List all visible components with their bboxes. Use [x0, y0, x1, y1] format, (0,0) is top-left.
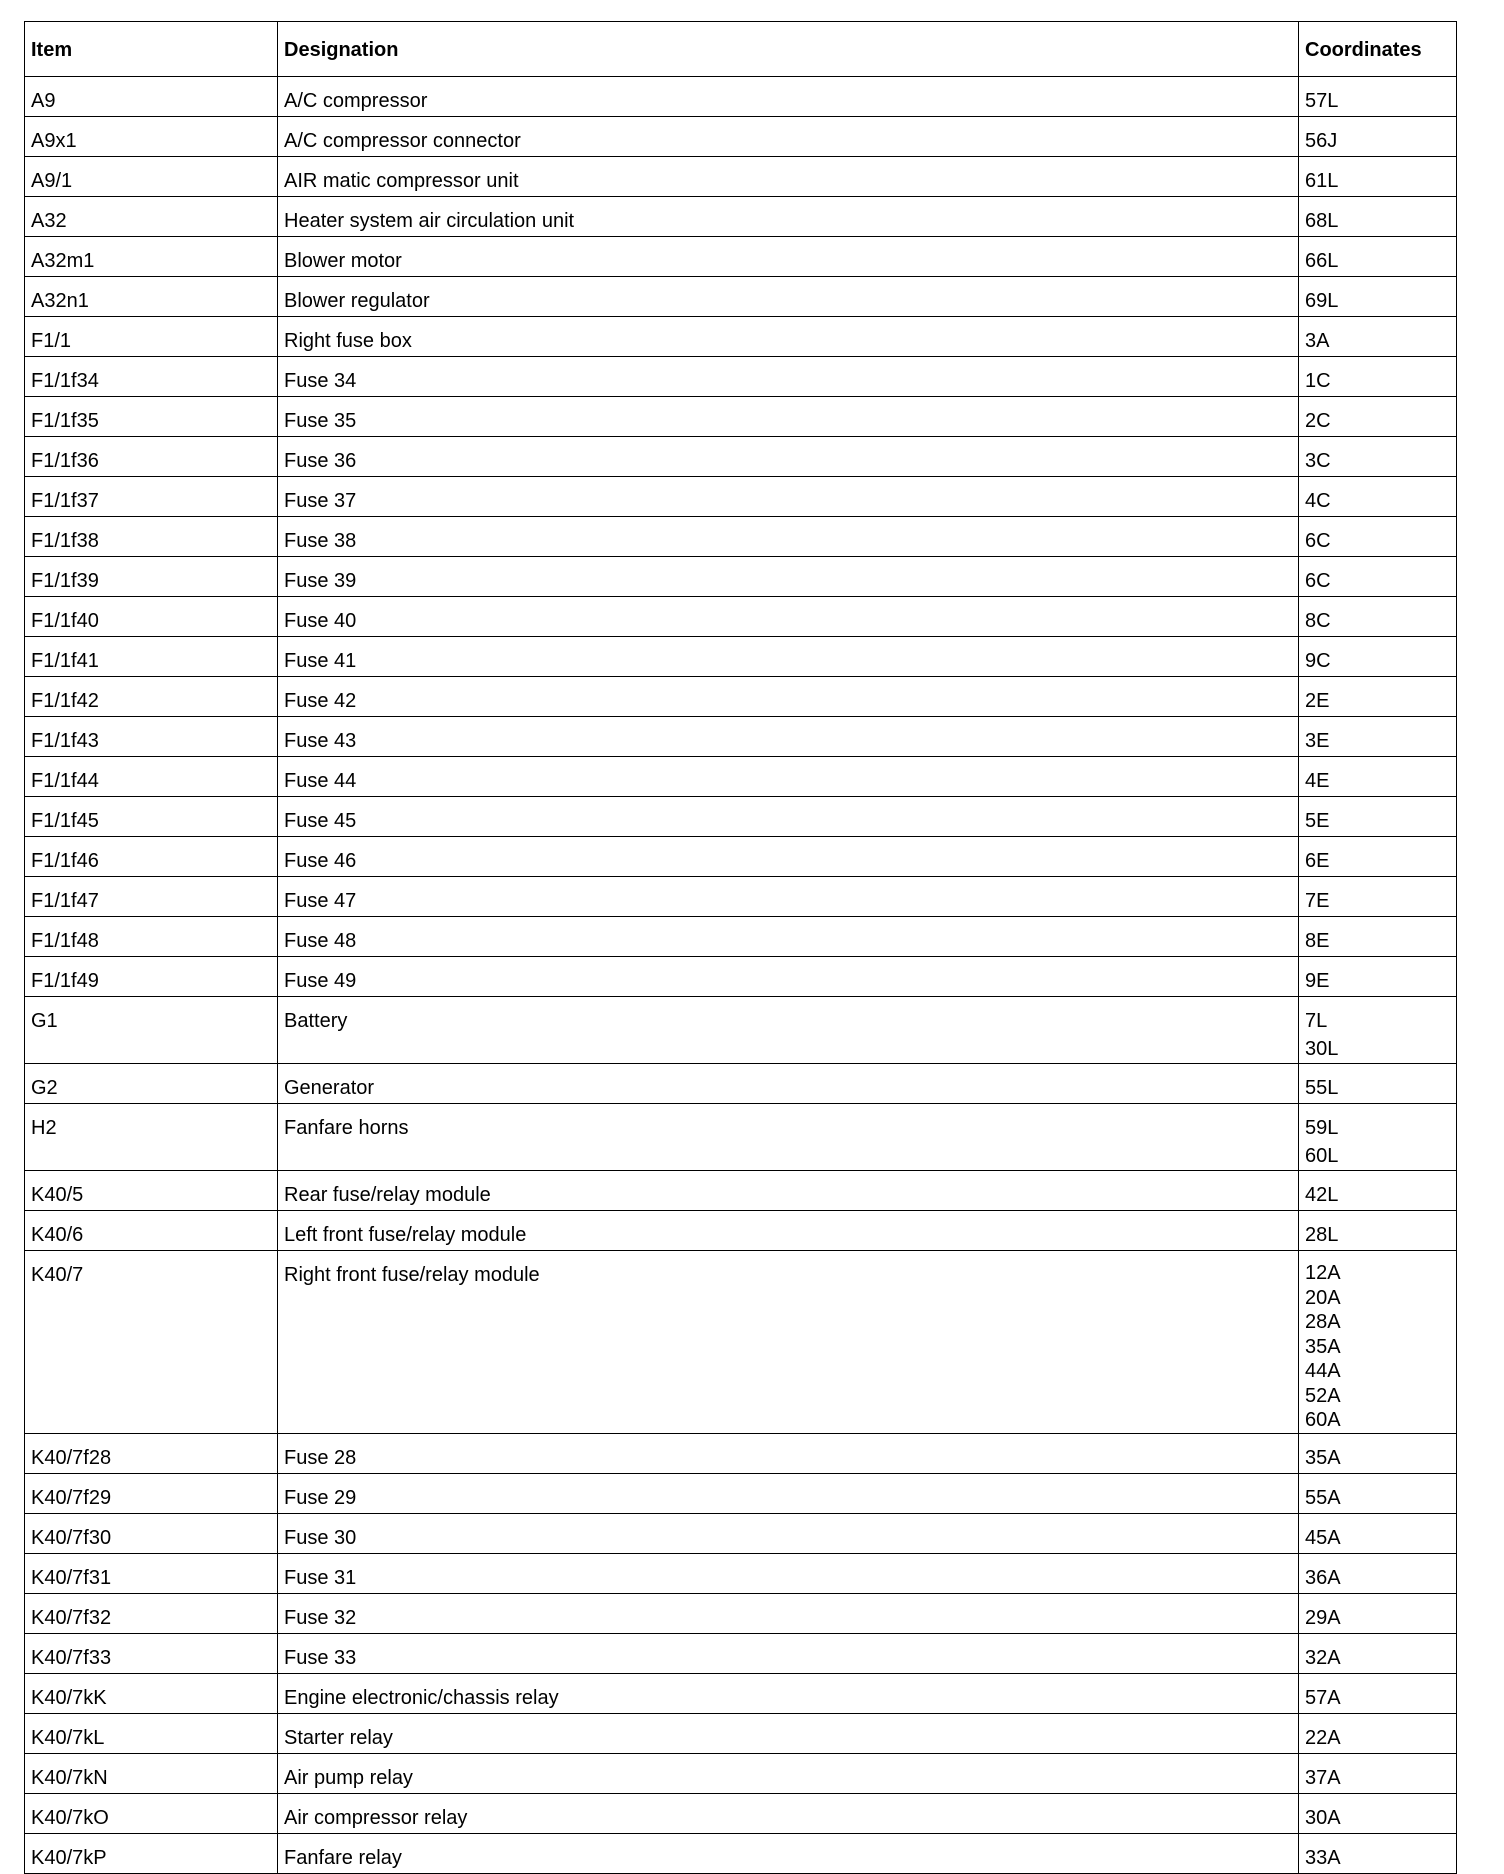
coordinate-value: 59L: [1305, 1117, 1339, 1139]
coordinate-value: 3C: [1305, 450, 1331, 472]
table-row: [25, 597, 1457, 637]
cell-item: F1/1f48: [25, 917, 278, 957]
cell-designation: Fuse 43: [278, 717, 1299, 757]
table-row: [25, 1171, 1457, 1211]
cell-coordinates: [1299, 1713, 1457, 1753]
cell-coordinates: [1299, 1171, 1457, 1211]
table-body: [25, 77, 1457, 1874]
table-row: [25, 1673, 1457, 1713]
cell-coordinates: [1299, 397, 1457, 437]
cell-coordinates: [1299, 1593, 1457, 1633]
cell-coordinates: [1299, 1673, 1457, 1713]
coordinate-value: 9C: [1305, 650, 1331, 672]
coordinate-value: 6C: [1305, 570, 1331, 592]
cell-coordinates: [1299, 757, 1457, 797]
cell-coordinates: [1299, 317, 1457, 357]
cell-designation: Fuse 31: [278, 1553, 1299, 1593]
cell-item: A32m1: [25, 237, 278, 277]
cell-item: F1/1f42: [25, 677, 278, 717]
table-row: [25, 557, 1457, 597]
cell-coordinates: [1299, 677, 1457, 717]
cell-item: F1/1f47: [25, 877, 278, 917]
cell-coordinates: [1299, 797, 1457, 837]
table-row: [25, 1833, 1457, 1873]
coordinate-value: 57A: [1305, 1686, 1341, 1709]
cell-designation: Fuse 28: [278, 1433, 1299, 1473]
table-row: [25, 77, 1457, 117]
cell-item: K40/5: [25, 1171, 278, 1211]
table-row: [25, 1793, 1457, 1833]
cell-designation: Fuse 29: [278, 1473, 1299, 1513]
cell-designation: Rear fuse/relay module: [278, 1171, 1299, 1211]
coordinate-value: 56J: [1305, 130, 1338, 152]
cell-designation: Fuse 46: [278, 837, 1299, 877]
cell-designation: Fuse 49: [278, 957, 1299, 997]
coordinate-value: 7L: [1305, 1010, 1328, 1032]
coordinate-value: 61L: [1305, 170, 1339, 192]
coordinate-value: 69L: [1305, 290, 1339, 312]
coordinate-value: 4C: [1305, 490, 1331, 512]
coordinate-value: 8C: [1305, 610, 1331, 632]
cell-designation: Fuse 44: [278, 757, 1299, 797]
coordinate-value: 22A: [1305, 1726, 1341, 1749]
cell-designation: Battery: [278, 997, 1299, 1064]
cell-coordinates: [1299, 117, 1457, 157]
cell-coordinates: [1299, 1473, 1457, 1513]
cell-coordinates: [1299, 1793, 1457, 1833]
coordinate-value: 42L: [1305, 1184, 1339, 1206]
cell-designation: A/C compressor connector: [278, 117, 1299, 157]
coordinate-value: 30L: [1305, 1038, 1339, 1060]
cell-coordinates: [1299, 277, 1457, 317]
cell-coordinates: [1299, 1553, 1457, 1593]
cell-item: K40/7: [25, 1251, 278, 1434]
cell-designation: Fuse 36: [278, 437, 1299, 477]
coordinate-value: 35A: [1305, 1446, 1341, 1469]
coordinate-value: 35A: [1305, 1335, 1341, 1358]
coordinate-value: 8E: [1305, 930, 1330, 952]
cell-item: K40/7f29: [25, 1473, 278, 1513]
cell-item: K40/7kK: [25, 1673, 278, 1713]
cell-designation: Fanfare relay: [278, 1833, 1299, 1873]
table-row: [25, 997, 1457, 1064]
cell-item: K40/7kL: [25, 1713, 278, 1753]
cell-designation: Fuse 39: [278, 557, 1299, 597]
cell-designation: Fuse 41: [278, 637, 1299, 677]
header-coordinates: Coordinates: [1299, 22, 1457, 77]
coordinate-value: 28L: [1305, 1224, 1339, 1246]
coordinate-value: 60A: [1305, 1409, 1341, 1431]
cell-designation: Fuse 38: [278, 517, 1299, 557]
coordinate-value: 7E: [1305, 890, 1330, 912]
cell-item: F1/1f36: [25, 437, 278, 477]
cell-item: A32n1: [25, 277, 278, 317]
coordinate-value: 4E: [1305, 770, 1330, 792]
table-row: [25, 517, 1457, 557]
coordinate-value: 60L: [1305, 1145, 1339, 1167]
cell-coordinates: [1299, 237, 1457, 277]
table-row: [25, 1433, 1457, 1473]
cell-coordinates: [1299, 1211, 1457, 1251]
cell-item: A9: [25, 77, 278, 117]
cell-item: F1/1f35: [25, 397, 278, 437]
coordinate-value: 52A: [1305, 1384, 1341, 1407]
cell-coordinates: [1299, 957, 1457, 997]
cell-designation: Air compressor relay: [278, 1793, 1299, 1833]
cell-coordinates: [1299, 997, 1457, 1064]
cell-designation: Fuse 37: [278, 477, 1299, 517]
cell-item: K40/7f31: [25, 1553, 278, 1593]
cell-coordinates: [1299, 477, 1457, 517]
table-row: [25, 837, 1457, 877]
cell-item: K40/7kO: [25, 1793, 278, 1833]
coordinate-value: 30A: [1305, 1806, 1341, 1829]
table-row: [25, 117, 1457, 157]
cell-designation: Fanfare horns: [278, 1104, 1299, 1171]
coordinate-value: 5E: [1305, 810, 1330, 832]
cell-coordinates: [1299, 917, 1457, 957]
cell-designation: Starter relay: [278, 1713, 1299, 1753]
coordinate-value: 12A: [1305, 1262, 1341, 1284]
table-row: [25, 637, 1457, 677]
cell-item: G2: [25, 1064, 278, 1104]
cell-item: F1/1: [25, 317, 278, 357]
table-row: [25, 437, 1457, 477]
coordinate-value: 1C: [1305, 370, 1331, 392]
cell-designation: Fuse 35: [278, 397, 1299, 437]
coordinate-value: 28A: [1305, 1311, 1341, 1333]
coordinate-value: 32A: [1305, 1646, 1341, 1669]
cell-item: F1/1f49: [25, 957, 278, 997]
cell-coordinates: [1299, 197, 1457, 237]
coordinate-value: 6E: [1305, 850, 1330, 872]
table-row: [25, 197, 1457, 237]
table-row: [25, 1753, 1457, 1793]
table-row: [25, 157, 1457, 197]
cell-designation: AIR matic compressor unit: [278, 157, 1299, 197]
coordinate-value: 9E: [1305, 970, 1330, 992]
table-row: [25, 277, 1457, 317]
table-row: [25, 237, 1457, 277]
cell-designation: Left front fuse/relay module: [278, 1211, 1299, 1251]
cell-coordinates: [1299, 157, 1457, 197]
coordinate-value: 45A: [1305, 1526, 1341, 1549]
cell-coordinates: [1299, 717, 1457, 757]
cell-designation: Fuse 42: [278, 677, 1299, 717]
coordinate-value: 68L: [1305, 210, 1339, 232]
table-row: [25, 677, 1457, 717]
header-designation: Designation: [278, 22, 1299, 77]
table-row: [25, 397, 1457, 437]
cell-item: F1/1f45: [25, 797, 278, 837]
coordinate-value: 37A: [1305, 1766, 1341, 1789]
cell-designation: Right fuse box: [278, 317, 1299, 357]
cell-item: G1: [25, 997, 278, 1064]
table-row: [25, 917, 1457, 957]
cell-coordinates: [1299, 837, 1457, 877]
coordinate-value: 6C: [1305, 530, 1331, 552]
cell-item: F1/1f38: [25, 517, 278, 557]
cell-item: A9/1: [25, 157, 278, 197]
table-row: [25, 1513, 1457, 1553]
cell-designation: Blower motor: [278, 237, 1299, 277]
coordinate-value: 55L: [1305, 1077, 1339, 1099]
coordinate-value: 44A: [1305, 1360, 1341, 1382]
cell-item: K40/7kP: [25, 1833, 278, 1873]
cell-item: F1/1f44: [25, 757, 278, 797]
cell-item: K40/7f32: [25, 1593, 278, 1633]
cell-coordinates: [1299, 1433, 1457, 1473]
coordinate-value: 55A: [1305, 1486, 1341, 1509]
table-row: [25, 717, 1457, 757]
table-row: [25, 1633, 1457, 1673]
cell-coordinates: [1299, 437, 1457, 477]
cell-item: K40/7kN: [25, 1753, 278, 1793]
coordinate-value: 2C: [1305, 410, 1331, 432]
cell-coordinates: [1299, 1753, 1457, 1793]
cell-designation: Generator: [278, 1064, 1299, 1104]
cell-coordinates: [1299, 877, 1457, 917]
cell-item: F1/1f41: [25, 637, 278, 677]
cell-designation: Heater system air circulation unit: [278, 197, 1299, 237]
cell-item: F1/1f39: [25, 557, 278, 597]
cell-designation: Fuse 48: [278, 917, 1299, 957]
cell-item: F1/1f37: [25, 477, 278, 517]
cell-designation: Fuse 32: [278, 1593, 1299, 1633]
cell-coordinates: [1299, 1251, 1457, 1434]
cell-item: K40/7f33: [25, 1633, 278, 1673]
coordinate-value: 36A: [1305, 1566, 1341, 1589]
coordinate-value: 20A: [1305, 1286, 1341, 1309]
cell-coordinates: [1299, 77, 1457, 117]
table-row: [25, 357, 1457, 397]
cell-designation: Engine electronic/chassis relay: [278, 1673, 1299, 1713]
cell-designation: A/C compressor: [278, 77, 1299, 117]
cell-item: F1/1f40: [25, 597, 278, 637]
component-locator-table-sheet: [24, 21, 1456, 1874]
cell-item: F1/1f34: [25, 357, 278, 397]
cell-designation: Air pump relay: [278, 1753, 1299, 1793]
coordinate-value: 57L: [1305, 90, 1339, 112]
component-locator-table: [24, 21, 1457, 1874]
cell-item: F1/1f43: [25, 717, 278, 757]
table-row: [25, 1251, 1457, 1434]
cell-designation: Fuse 30: [278, 1513, 1299, 1553]
cell-coordinates: [1299, 1064, 1457, 1104]
coordinate-value: 33A: [1305, 1846, 1341, 1869]
table-row: [25, 1713, 1457, 1753]
table-row: [25, 1211, 1457, 1251]
cell-item: F1/1f46: [25, 837, 278, 877]
table-row: [25, 317, 1457, 357]
cell-coordinates: [1299, 1104, 1457, 1171]
cell-item: K40/7f28: [25, 1433, 278, 1473]
table-header: [25, 22, 1457, 77]
coordinate-value: 29A: [1305, 1606, 1341, 1629]
cell-item: K40/7f30: [25, 1513, 278, 1553]
cell-item: A9x1: [25, 117, 278, 157]
cell-designation: Fuse 34: [278, 357, 1299, 397]
table-row: [25, 1553, 1457, 1593]
coordinate-value: 2E: [1305, 690, 1330, 712]
cell-item: H2: [25, 1104, 278, 1171]
cell-designation: Fuse 45: [278, 797, 1299, 837]
cell-designation: Blower regulator: [278, 277, 1299, 317]
table-row: [25, 1064, 1457, 1104]
cell-coordinates: [1299, 637, 1457, 677]
cell-coordinates: [1299, 1513, 1457, 1553]
cell-item: K40/6: [25, 1211, 278, 1251]
cell-coordinates: [1299, 517, 1457, 557]
coordinate-value: 3A: [1305, 330, 1330, 352]
cell-designation: Fuse 47: [278, 877, 1299, 917]
coordinate-value: 66L: [1305, 250, 1339, 272]
cell-item: A32: [25, 197, 278, 237]
header-row: [25, 22, 1457, 77]
cell-coordinates: [1299, 1833, 1457, 1873]
table-row: [25, 1593, 1457, 1633]
table-row: [25, 877, 1457, 917]
cell-coordinates: [1299, 597, 1457, 637]
table-row: [25, 1104, 1457, 1171]
cell-designation: Fuse 40: [278, 597, 1299, 637]
table-row: [25, 797, 1457, 837]
coordinate-value: 3E: [1305, 730, 1330, 752]
table-row: [25, 757, 1457, 797]
table-row: [25, 957, 1457, 997]
table-row: [25, 477, 1457, 517]
table-row: [25, 1473, 1457, 1513]
cell-coordinates: [1299, 357, 1457, 397]
cell-designation: Fuse 33: [278, 1633, 1299, 1673]
cell-coordinates: [1299, 1633, 1457, 1673]
header-item: Item: [25, 22, 278, 77]
cell-coordinates: [1299, 557, 1457, 597]
cell-designation: Right front fuse/relay module: [278, 1251, 1299, 1434]
